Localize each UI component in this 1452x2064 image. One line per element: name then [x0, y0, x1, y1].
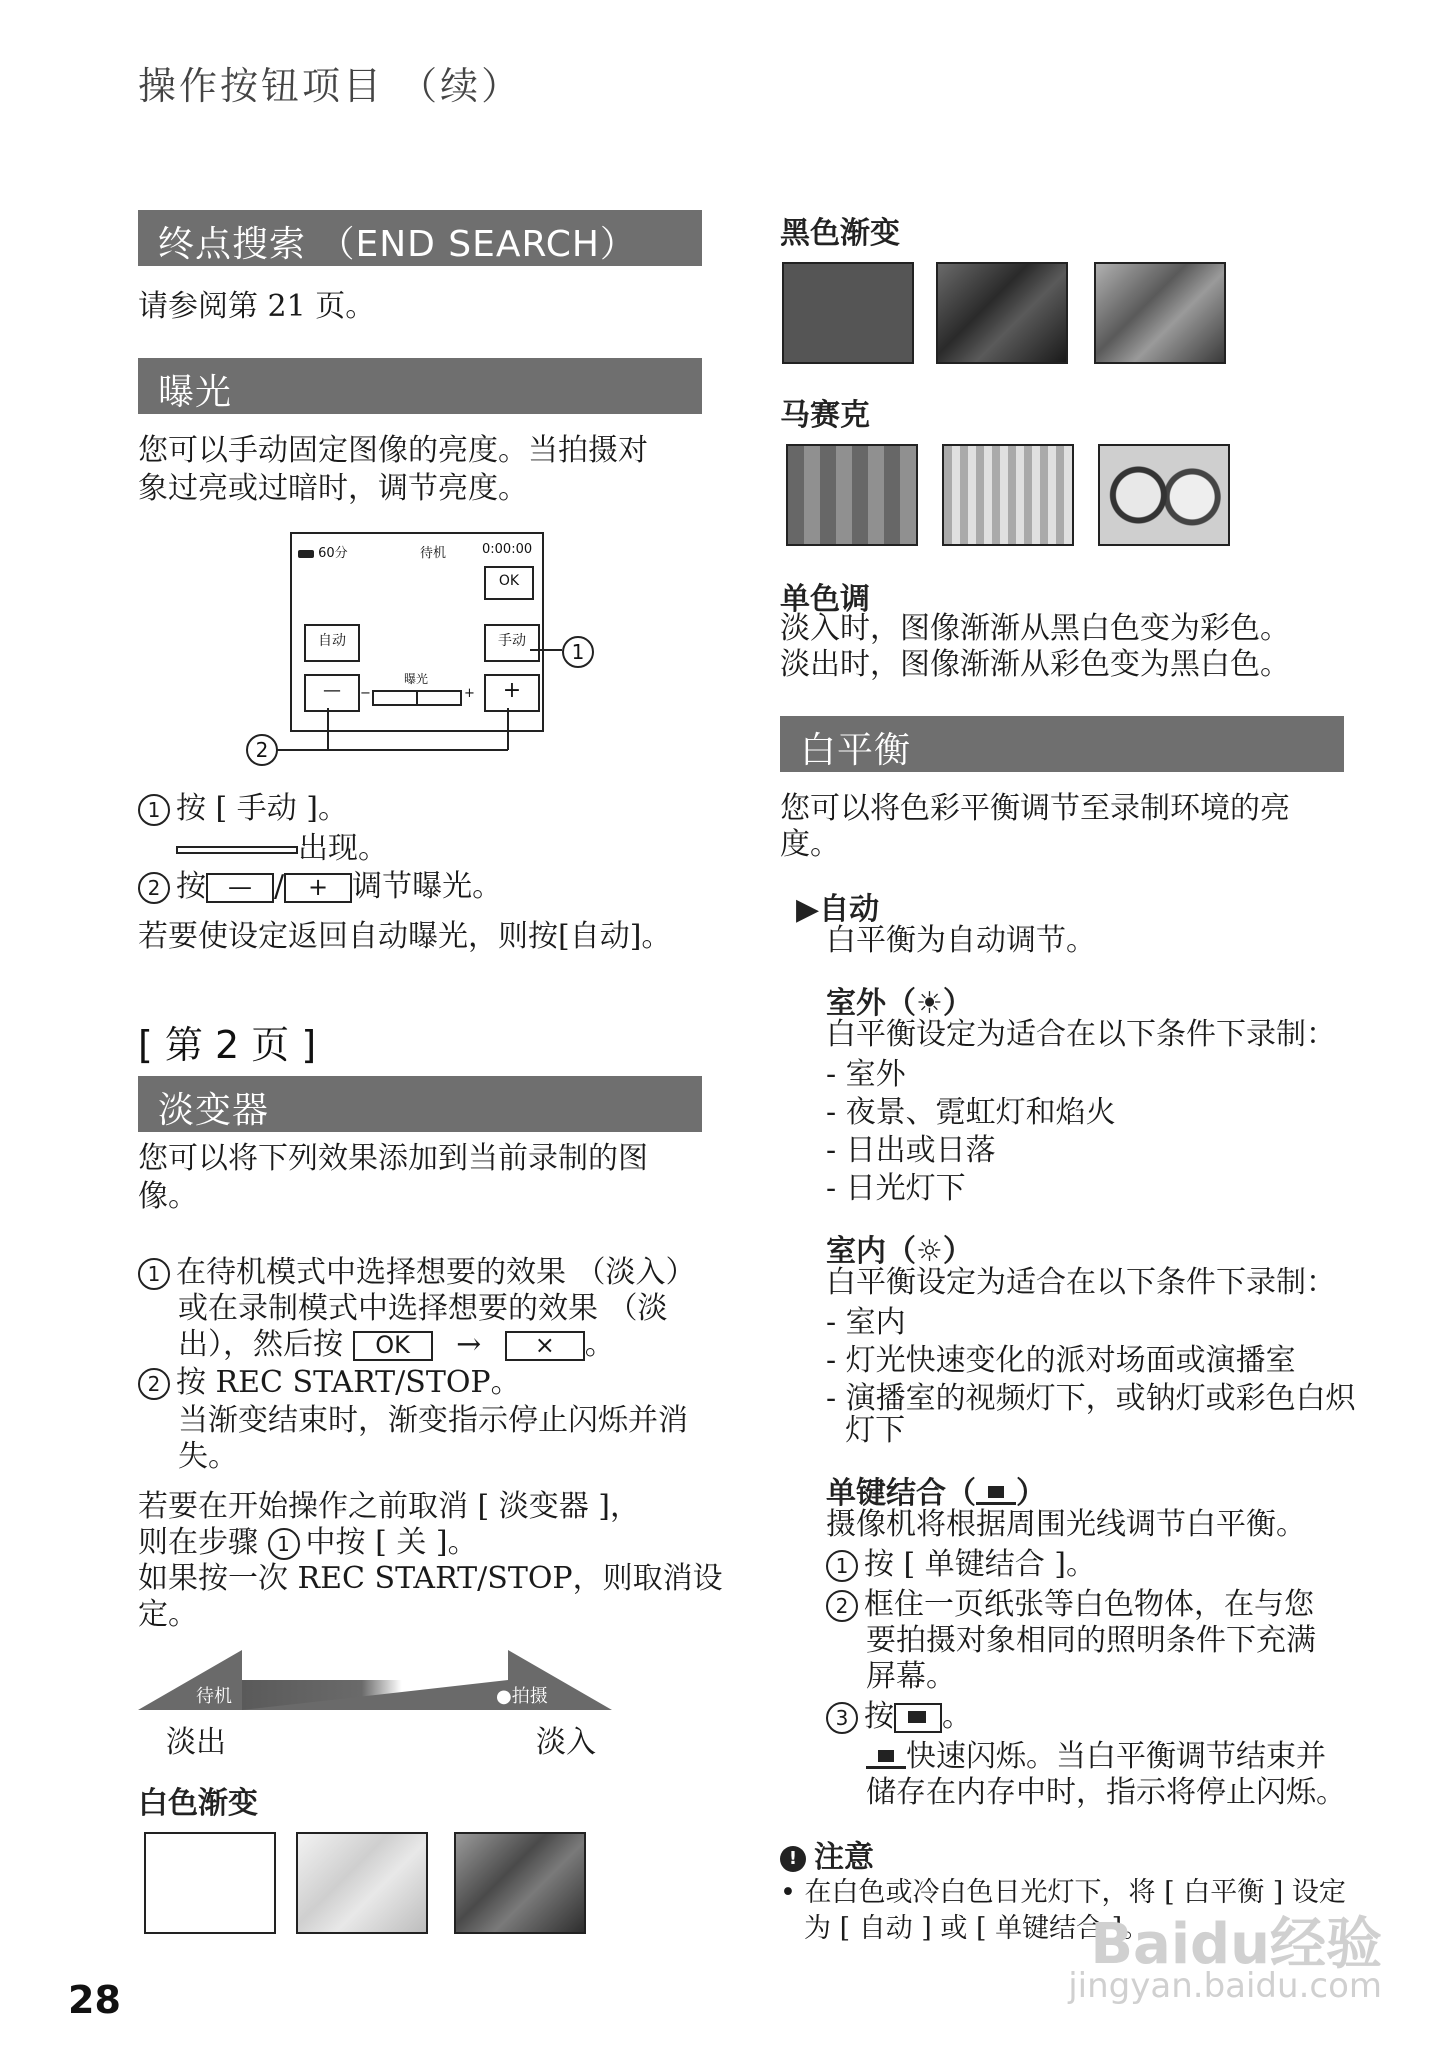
wb-op-step-3: [826, 1698, 972, 1736]
wb-op-step-3c: 储存在内存中时，指示将停止闪烁。: [866, 1775, 1346, 1810]
fader-body-1: 您可以将下列效果添加到当前录制的图: [138, 1141, 648, 1176]
fader-cancel-4: 定。: [138, 1597, 198, 1632]
wb-body-1: 您可以将色彩平衡调节至录制环境的亮: [780, 791, 1290, 826]
auto-button[interactable]: 自动: [304, 624, 360, 662]
watermark-url: jingyan.baidu.com: [1068, 1966, 1382, 2006]
battery-icon: [298, 550, 314, 558]
fader-cancel-3: 如果按一次 REC START/STOP，则取消设: [138, 1561, 723, 1596]
step-text: 框住一页纸张等白色物体，在与您: [864, 1587, 1314, 1622]
step-text: 按: [176, 869, 206, 904]
step-text: 。: [942, 1699, 972, 1734]
mosaic-title: 马赛克: [780, 398, 870, 433]
plus-key: +: [284, 873, 352, 903]
standby-label: 待机: [420, 546, 447, 561]
onepush-icon: [866, 1748, 906, 1769]
step-number: 2: [138, 1368, 170, 1400]
wb-indoor-desc: 白平衡设定为适合在以下条件下录制：: [826, 1265, 1336, 1300]
wb-indoor-item: - 室内: [826, 1305, 906, 1340]
wb-outdoor-item: - 日光灯下: [826, 1171, 966, 1206]
step-text: 按: [864, 1699, 894, 1734]
step-text: 在待机模式中选择想要的效果 （淡入）: [176, 1255, 696, 1290]
callout-2: 2: [246, 734, 278, 766]
exposure-body-1: 您可以手动固定图像的亮度。当拍摄对: [138, 433, 648, 468]
minus-key: —: [206, 873, 274, 903]
title-text: ）: [1016, 1476, 1046, 1511]
step-text: 出），然后按: [178, 1327, 343, 1362]
wb-indoor-item: - 演播室的视频灯下，或钠灯或彩色白炽: [826, 1381, 1356, 1416]
section-heading: 淡变器: [158, 1090, 270, 1131]
step-text: 中按 [ 关 ]。: [305, 1525, 478, 1560]
note-title: [780, 1832, 874, 1876]
exposure-step-1: [138, 790, 348, 828]
battery-indicator: [298, 542, 348, 561]
page-number: 28: [68, 1978, 121, 2022]
white-fade-frame-1: [144, 1832, 276, 1934]
scale-icon: [176, 846, 298, 854]
exposure-note: 若要使设定返回自动曝光，则按[自动]。: [138, 919, 672, 954]
wb-outdoor-item: - 室外: [826, 1057, 906, 1092]
section-end-search: [138, 210, 702, 266]
wb-body-2: 度。: [780, 827, 840, 862]
page-2-label: [ 第 2 页 ]: [138, 1023, 317, 1067]
battery-remaining: 60分: [318, 546, 348, 561]
black-fade-frame-3: [1094, 262, 1226, 364]
white-fade-frame-3: [454, 1832, 586, 1934]
step-number: 2: [826, 1590, 858, 1622]
wb-op-step-2: [826, 1586, 1314, 1624]
page-header-title: 操作按钮项目 （续）: [138, 64, 523, 108]
record-label: ●拍摄: [496, 1686, 548, 1707]
mosaic-frame-3: [1098, 444, 1230, 546]
wb-auto-title: ▶自动: [796, 892, 880, 927]
step-text: 按 REC START/STOP。: [176, 1365, 521, 1400]
step-number: 1: [268, 1528, 300, 1560]
black-fade-frame-1: [782, 262, 914, 364]
fade-in-label: 淡入: [536, 1725, 596, 1760]
arrow-icon: →: [456, 1327, 482, 1362]
step-number: 2: [138, 872, 170, 904]
white-fade-title: 白色渐变: [138, 1786, 258, 1821]
fader-body-2: 像。: [138, 1179, 198, 1214]
step-text: 调节曝光。: [352, 869, 503, 904]
title-text: 单键结合（: [826, 1476, 976, 1511]
wb-auto-desc: 白平衡为自动调节。: [826, 923, 1096, 958]
fader-cancel-1: 若要在开始操作之前取消 [ 淡变器 ]，: [138, 1489, 641, 1524]
wb-op-step-3b: [866, 1738, 1326, 1776]
end-search-body: 请参阅第 21 页。: [138, 289, 376, 324]
ok-key: OK: [353, 1331, 433, 1361]
section-white-balance: [780, 716, 1344, 772]
onepush-icon: [894, 1703, 942, 1733]
exposure-body-2: 象过亮或过暗时，调节亮度。: [138, 471, 528, 506]
black-fade-frame-2: [936, 262, 1068, 364]
fader-step-2c: 失。: [178, 1439, 238, 1474]
note-line-1: • 在白色或冷白色日光灯下，将 [ 白平衡 ] 设定: [780, 1877, 1346, 1908]
wb-outdoor-item: - 夜景、霓虹灯和焰火: [826, 1095, 1116, 1130]
fade-out-label: 淡出: [166, 1725, 226, 1760]
mosaic-frame-1: [786, 444, 918, 546]
fader-step-2b: 当渐变结束时，渐变指示停止闪烁并消: [178, 1403, 688, 1438]
step-text: 则在步骤: [138, 1525, 258, 1560]
close-key: ×: [505, 1331, 585, 1361]
step-number: 1: [138, 1258, 170, 1290]
section-fader: [138, 1076, 702, 1132]
onepush-icon: [976, 1484, 1016, 1505]
monotone-title: 单色调: [780, 582, 870, 617]
exposure-scale-plus: +: [464, 686, 475, 701]
wb-op-step-2b: 要拍摄对象相同的照明条件下充满: [866, 1623, 1316, 1658]
mosaic-frame-2: [942, 444, 1074, 546]
wb-op-step-1: [826, 1546, 1096, 1584]
section-heading: 终点搜索 （END SEARCH）: [158, 224, 637, 265]
fader-cancel-2: [138, 1524, 478, 1562]
step-text: 。: [584, 1327, 615, 1362]
exposure-step-2: [138, 868, 502, 906]
separator: /: [274, 869, 285, 904]
standby-label: 待机: [196, 1686, 232, 1707]
exposure-scale-label: 曝光: [404, 672, 429, 686]
step-text: 按 [ 手动 ]。: [176, 791, 349, 826]
fader-step-1b: 或在录制模式中选择想要的效果 （淡: [178, 1291, 668, 1326]
black-fade-title: 黑色渐变: [780, 216, 900, 251]
section-exposure: [138, 358, 702, 414]
step-number: 3: [826, 1702, 858, 1734]
step-text: 快速闪烁。当白平衡调节结束并: [906, 1739, 1326, 1774]
fader-step-1c: [178, 1326, 615, 1364]
step-number: 1: [138, 794, 170, 826]
plus-button[interactable]: +: [484, 674, 540, 712]
white-fade-frame-2: [296, 1832, 428, 1934]
step-text: 按 [ 单键结合 ]。: [864, 1547, 1097, 1582]
step-text: 出现。: [298, 831, 388, 866]
wb-outdoor-desc: 白平衡设定为适合在以下条件下录制：: [826, 1017, 1336, 1052]
wb-indoor-item: 灯下: [826, 1413, 906, 1448]
exposure-step-1b: [176, 830, 388, 868]
wb-indoor-title: 室内（☼）: [826, 1234, 973, 1269]
watermark-logo: Baidu经验: [1090, 1912, 1382, 1977]
callout-lines: [240, 620, 580, 760]
monotone-line-2: 淡出时，图像渐渐从彩色变为黑白色。: [780, 647, 1290, 682]
section-heading: 曝光: [158, 372, 233, 413]
fader-step-2: [138, 1364, 521, 1402]
manual-button[interactable]: 手动: [484, 624, 540, 662]
wb-indoor-item: - 灯光快速变化的派对场面或演播室: [826, 1343, 1296, 1378]
monotone-line-1: 淡入时，图像渐渐从黑白色变为彩色。: [780, 611, 1290, 646]
section-heading: 白平衡: [800, 730, 912, 771]
callout-1: 1: [562, 636, 594, 668]
wb-op-step-2c: 屏幕。: [866, 1659, 956, 1694]
ok-button[interactable]: OK: [484, 566, 534, 600]
timecode: 0:00:00: [482, 542, 533, 557]
exposure-scale-minus: −: [360, 686, 371, 701]
step-number: 1: [826, 1550, 858, 1582]
wb-outdoor-item: - 日出或日落: [826, 1133, 996, 1168]
wb-onepush-desc: 摄像机将根据周围光线调节白平衡。: [826, 1507, 1306, 1542]
minus-button[interactable]: —: [304, 674, 360, 712]
fader-step-1: [138, 1254, 696, 1292]
wb-outdoor-title: 室外（☀）: [826, 986, 973, 1021]
note-icon: !: [780, 1846, 806, 1872]
note-line-2: 为 [ 自动 ] 或 [ 单键结合 ]。: [804, 1913, 1150, 1944]
note-title-text: 注意: [814, 1840, 874, 1875]
